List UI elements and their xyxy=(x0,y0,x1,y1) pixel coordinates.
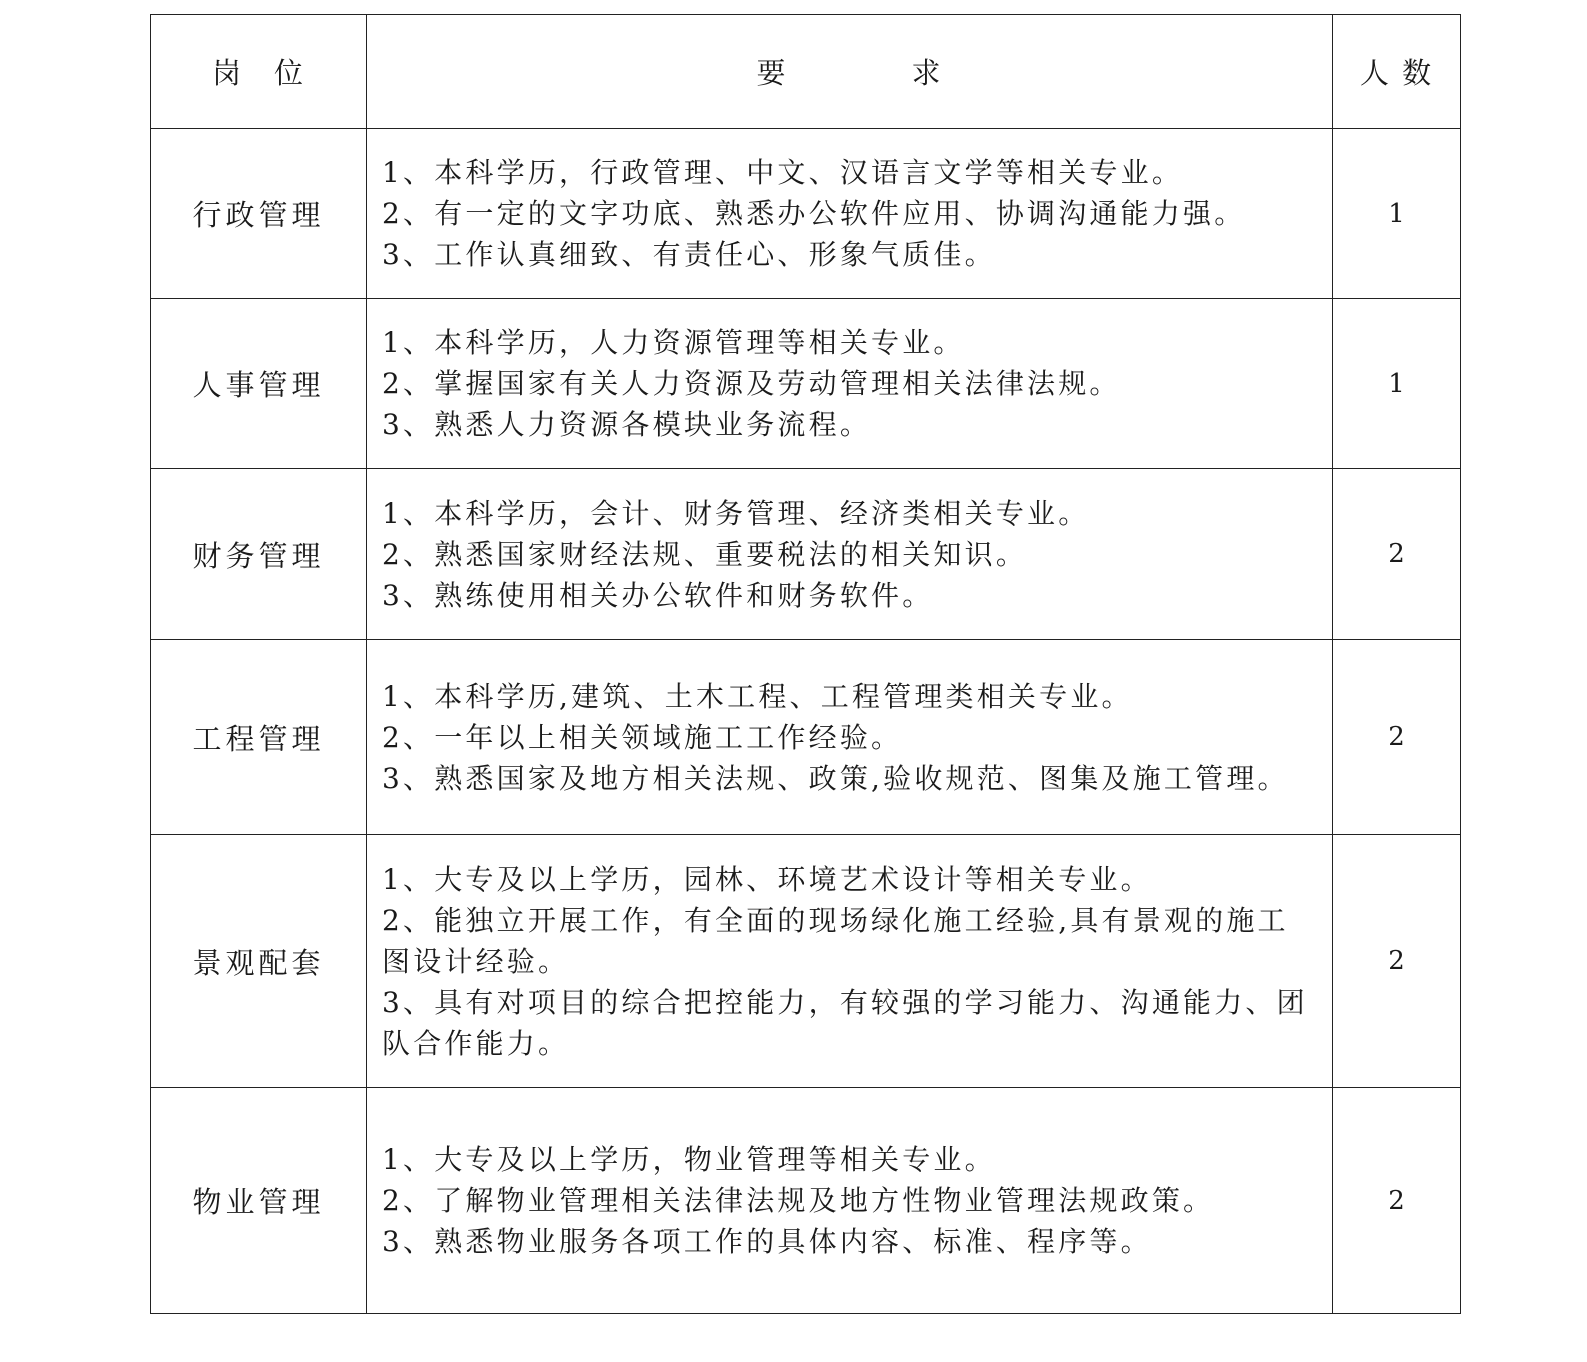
requirement-line: 2、一年以上相关领域施工工作经验。 xyxy=(382,720,903,754)
table-row xyxy=(151,129,1461,299)
requirement-line: 3、工作认真细致、有责任心、形象气质佳。 xyxy=(382,238,996,271)
position-cell: 景观配套 xyxy=(151,835,367,1088)
requirement-line: 3、具有对项目的综合把控能力，有较强的学习能力、沟通能力、团队合作能力。 xyxy=(382,985,1308,1060)
requirements-cell xyxy=(367,1088,1333,1314)
position-cell: 财务管理 xyxy=(151,469,367,640)
requirement-line: 3、熟悉国家及地方相关法规、政策,验收规范、图集及施工管理。 xyxy=(382,761,1289,795)
job-requirements-table xyxy=(150,14,1461,1314)
header-count: 人 数 xyxy=(1333,15,1461,129)
table-row xyxy=(151,1088,1461,1314)
count-cell: 1 xyxy=(1333,129,1461,299)
requirement-line: 3、熟练使用相关办公软件和财务软件。 xyxy=(382,578,934,612)
position-cell: 人事管理 xyxy=(151,299,367,469)
requirement-line: 1、大专及以上学历，物业管理等相关专业。 xyxy=(382,1143,996,1176)
requirement-line: 1、本科学历，人力资源管理等相关专业。 xyxy=(382,326,965,359)
requirement-line: 3、熟悉物业服务各项工作的具体内容、标准、程序等。 xyxy=(382,1225,1152,1258)
requirement-line: 3、熟悉人力资源各模块业务流程。 xyxy=(382,408,872,441)
requirements-cell xyxy=(367,640,1333,835)
requirement-line: 1、本科学历，会计、财务管理、经济类相关专业。 xyxy=(382,496,1090,530)
count-cell: 2 xyxy=(1333,835,1461,1088)
count-cell: 2 xyxy=(1333,469,1461,640)
requirements-cell xyxy=(367,835,1333,1088)
position-cell: 物业管理 xyxy=(151,1088,367,1314)
requirements-cell xyxy=(367,299,1333,469)
requirement-line: 2、能独立开展工作，有全面的现场绿化施工经验,具有景观的施工图设计经验。 xyxy=(382,903,1289,978)
requirement-line: 2、熟悉国家财经法规、重要税法的相关知识。 xyxy=(382,537,1028,571)
requirement-line: 2、掌握国家有关人力资源及劳动管理相关法律法规。 xyxy=(382,367,1121,400)
requirement-line: 2、了解物业管理相关法律法规及地方性物业管理法规政策。 xyxy=(382,1184,1215,1217)
requirement-line: 1、本科学历，行政管理、中文、汉语言文学等相关专业。 xyxy=(382,156,1184,189)
header-position: 岗 位 xyxy=(151,15,367,129)
requirement-line: 1、大专及以上学历，园林、环境艺术设计等相关专业。 xyxy=(382,862,1152,896)
header-requirements: 要 求 xyxy=(367,15,1333,129)
header-row xyxy=(151,15,1461,129)
table-row xyxy=(151,640,1461,835)
requirement-line: 1、本科学历,建筑、土木工程、工程管理类相关专业。 xyxy=(382,679,1133,713)
requirements-cell xyxy=(367,469,1333,640)
table-row xyxy=(151,835,1461,1088)
position-cell: 行政管理 xyxy=(151,129,367,299)
table-row xyxy=(151,469,1461,640)
table-row xyxy=(151,299,1461,469)
requirement-line: 2、有一定的文字功底、熟悉办公软件应用、协调沟通能力强。 xyxy=(382,197,1246,230)
count-cell: 1 xyxy=(1333,299,1461,469)
requirements-cell xyxy=(367,129,1333,299)
count-cell: 2 xyxy=(1333,640,1461,835)
count-cell: 2 xyxy=(1333,1088,1461,1314)
position-cell: 工程管理 xyxy=(151,640,367,835)
